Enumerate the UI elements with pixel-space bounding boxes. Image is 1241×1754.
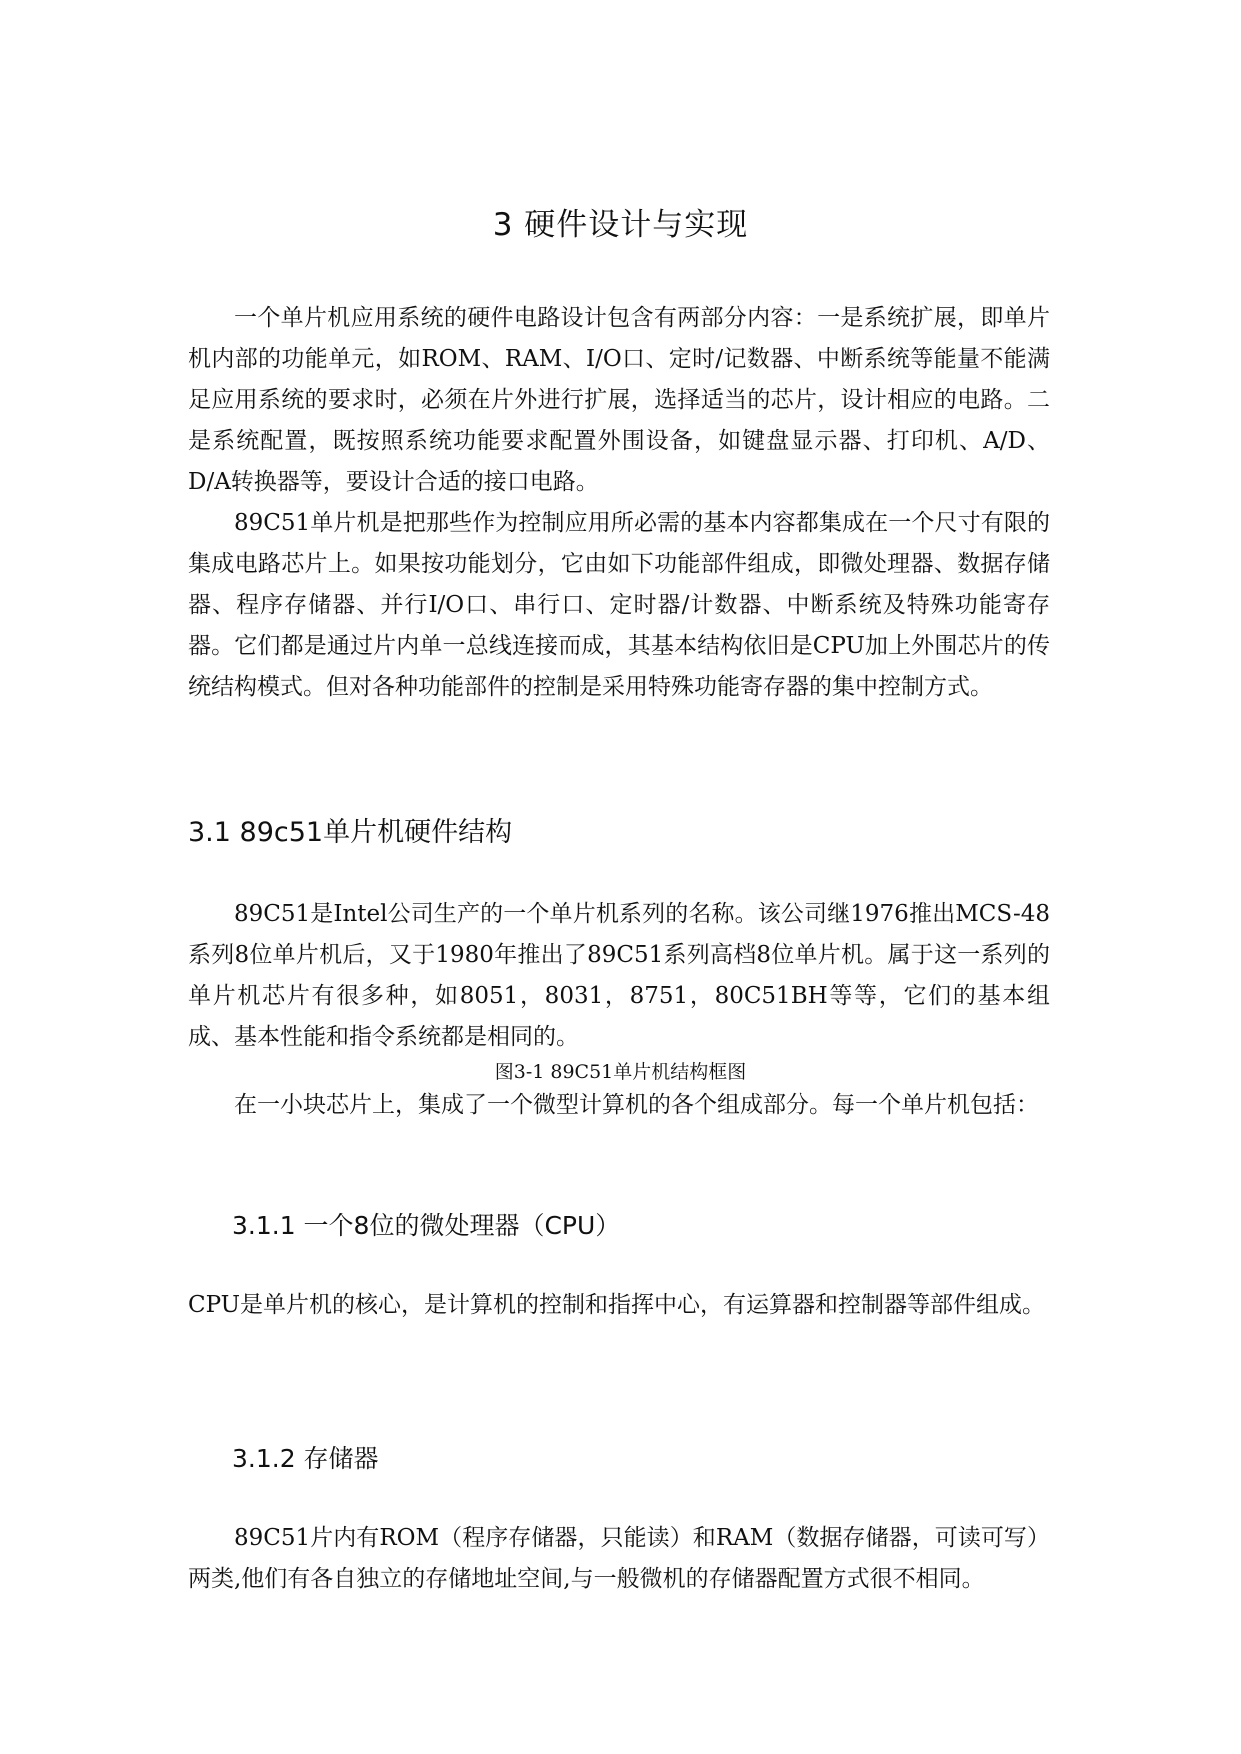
section-3-1-heading: 3.1 89c51单片机硬件结构 bbox=[188, 817, 513, 848]
intro-paragraph-1: 一个单片机应用系统的硬件电路设计包含有两部分内容：一是系统扩展，即单片机内部的功能单元，如ROM、RAM、I/O口、定时/记数器、中断系统等能量不能满足应用系统的要求时，必须在片外进行扩展，选择适当的芯片，设计相应的电路。二是系统配置，既按照系统功能要求配置外围设备，如键盘显示器、打印机、A/D、D/A转换器等，要设计合适的接口电路。 bbox=[188, 305, 1050, 495]
figure-caption: 图3-1 89C51单片机结构框图 bbox=[494, 1061, 747, 1083]
section-3-1-2-heading: 3.1.2 存储器 bbox=[232, 1444, 379, 1473]
section-3-1-paragraph-2: 在一小块芯片上，集成了一个微型计算机的各个组成部分。每一个单片机包括： bbox=[234, 1092, 1039, 1118]
section-3-1-1-heading: 3.1.1 一个8位的微处理器（CPU） bbox=[232, 1211, 621, 1240]
intro-paragraph-2: 89C51单片机是把那些作为控制应用所必需的基本内容都集成在一个尺寸有限的集成电路芯片上。如果按功能划分，它由如下功能部件组成，即微处理器、数据存储器、程序存储器、并行I/O口、串行口、定时器/计数器、中断系统及特殊功能寄存器。它们都是通过片内单一总线连接而成，其基本结构依旧是CPU加上外围芯片的传统结构模式。但对各种功能部件的控制是采用特殊功能寄存器的集中控制方式。 bbox=[188, 510, 1050, 700]
section-3-1-1-paragraph: CPU是单片机的核心，是计算机的控制和指挥中心，有运算器和控制器等部件组成。 bbox=[188, 1292, 1046, 1318]
chapter-title: 3 硬件设计与实现 bbox=[492, 207, 749, 243]
section-3-1-paragraph: 89C51是Intel公司生产的一个单片机系列的名称。该公司继1976推出MCS-48系列8位单片机后，又于1980年推出了89C51系列高档8位单片机。属于这一系列的单片机芯片有很多种，如8051，8031，8751，80C51BH等等，它们的基本组成、基本性能和指令系统都是相同的。 bbox=[188, 901, 1050, 1050]
section-3-1-2-paragraph: 89C51片内有ROM（程序存储器，只能读）和RAM（数据存储器，可读可写）两类,他们有各自独立的存储地址空间,与一般微机的存储器配置方式很不相同。 bbox=[188, 1525, 1050, 1592]
